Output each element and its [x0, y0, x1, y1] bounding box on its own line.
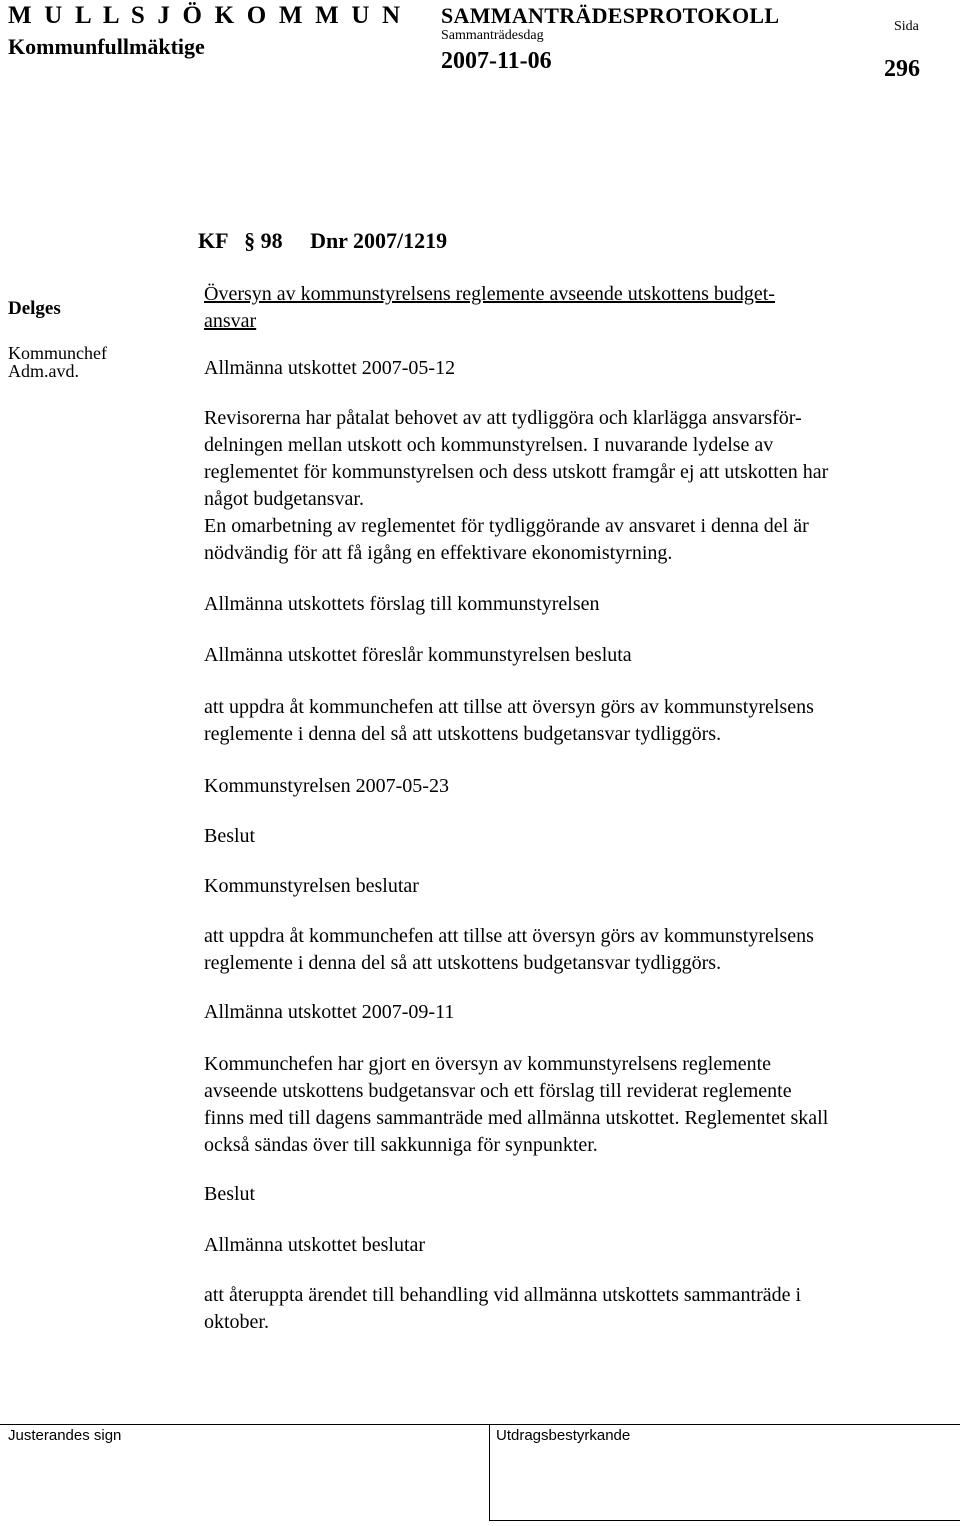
extract-certification-label: Utdragsbestyrkande — [496, 1427, 631, 1444]
text-line: reglemente i denna del så att utskottens budgetansvar tydliggörs. — [204, 723, 722, 745]
decision-label: Beslut — [204, 825, 256, 847]
footer-box-left-edge — [489, 1424, 490, 1521]
proposal-text — [204, 694, 934, 748]
section-heading: Allmänna utskottets förslag till kommunstyrelsen — [204, 593, 600, 615]
decision-intro: Allmänna utskottet beslutar — [204, 1234, 426, 1256]
meeting-date-label: Sammanträdesdag — [441, 28, 544, 43]
case-number: 98 — [260, 228, 283, 253]
protocol-title: SAMMANTRÄDESPROTOKOLL — [441, 3, 780, 28]
text-line: Kommunchefen har gjort en översyn av kommunstyrelsens reglemente — [204, 1053, 772, 1075]
decision-text — [204, 923, 934, 977]
section-heading: Allmänna utskottet 2007-05-12 — [204, 357, 456, 379]
footer-divider — [0, 1424, 960, 1425]
section-heading: Kommunstyrelsen 2007-05-23 — [204, 775, 449, 797]
case-reference — [198, 228, 447, 254]
page-number: 296 — [884, 56, 920, 82]
text-line: En omarbetning av reglementet för tydliggörande av ansvaret i denna del är — [204, 515, 809, 537]
paragraph — [204, 405, 934, 567]
text-line: något budgetansvar. — [204, 488, 364, 510]
recipient: Adm.avd. — [8, 361, 79, 381]
decision-intro: Kommunstyrelsen beslutar — [204, 875, 419, 897]
meeting-date: 2007-11-06 — [441, 48, 552, 74]
text-line: att återuppta ärendet till behandling vid allmänna utskottets sammanträde i — [204, 1284, 802, 1306]
diary-number: Dnr 2007/1219 — [310, 228, 448, 253]
case-title-line: Översyn av kommunstyrelsens reglemente avseende utskottens budget- — [204, 283, 775, 305]
text-line: att uppdra åt kommunchefen att tillse att översyn görs av kommunstyrelsens — [204, 696, 814, 718]
municipality-name: M U L L S J Ö K O M M U N — [8, 2, 404, 29]
signature-label: Justerandes sign — [8, 1427, 122, 1444]
decision-text — [204, 1282, 934, 1336]
recipient: Kommunchef — [8, 343, 107, 363]
section-heading: Allmänna utskottet 2007-09-11 — [204, 1001, 455, 1023]
text-line: reglementet för kommunstyrelsen och dess utskott framgår ej att utskotten har — [204, 461, 829, 483]
case-title — [204, 281, 934, 335]
text-line: också sändas över till sakkunniga för synpunkter. — [204, 1134, 598, 1156]
text-line: avseende utskottens budgetansvar och ett förslag till reviderat reglemente — [204, 1080, 792, 1102]
text-line: nödvändig för att få igång en effektivare ekonomistyrning. — [204, 542, 673, 564]
distribution-label: Delges — [8, 298, 61, 319]
page-label: Sida — [894, 19, 919, 34]
proposal-intro: Allmänna utskottet föreslår kommunstyrelsen besluta — [204, 644, 632, 666]
text-line: delningen mellan utskott och kommunstyrelsen. I nuvarande lydelse av — [204, 434, 774, 456]
body-name: Kommunfullmäktige — [8, 34, 205, 59]
footer-box-bottom-edge — [489, 1520, 960, 1521]
case-body-code: KF — [198, 228, 229, 253]
text-line: Revisorerna har påtalat behovet av att tydliggöra och klarlägga ansvarsför- — [204, 407, 802, 429]
case-title-line: ansvar — [204, 310, 257, 332]
paragraph-sign: § — [244, 228, 256, 253]
text-line: finns med till dagens sammanträde med allmänna utskottet. Reglementet skall — [204, 1107, 829, 1129]
text-line: att uppdra åt kommunchefen att tillse att översyn görs av kommunstyrelsens — [204, 925, 814, 947]
text-line: oktober. — [204, 1311, 269, 1333]
text-line: reglemente i denna del så att utskottens budgetansvar tydliggörs. — [204, 952, 722, 974]
paragraph — [204, 1051, 934, 1159]
decision-label: Beslut — [204, 1183, 256, 1205]
